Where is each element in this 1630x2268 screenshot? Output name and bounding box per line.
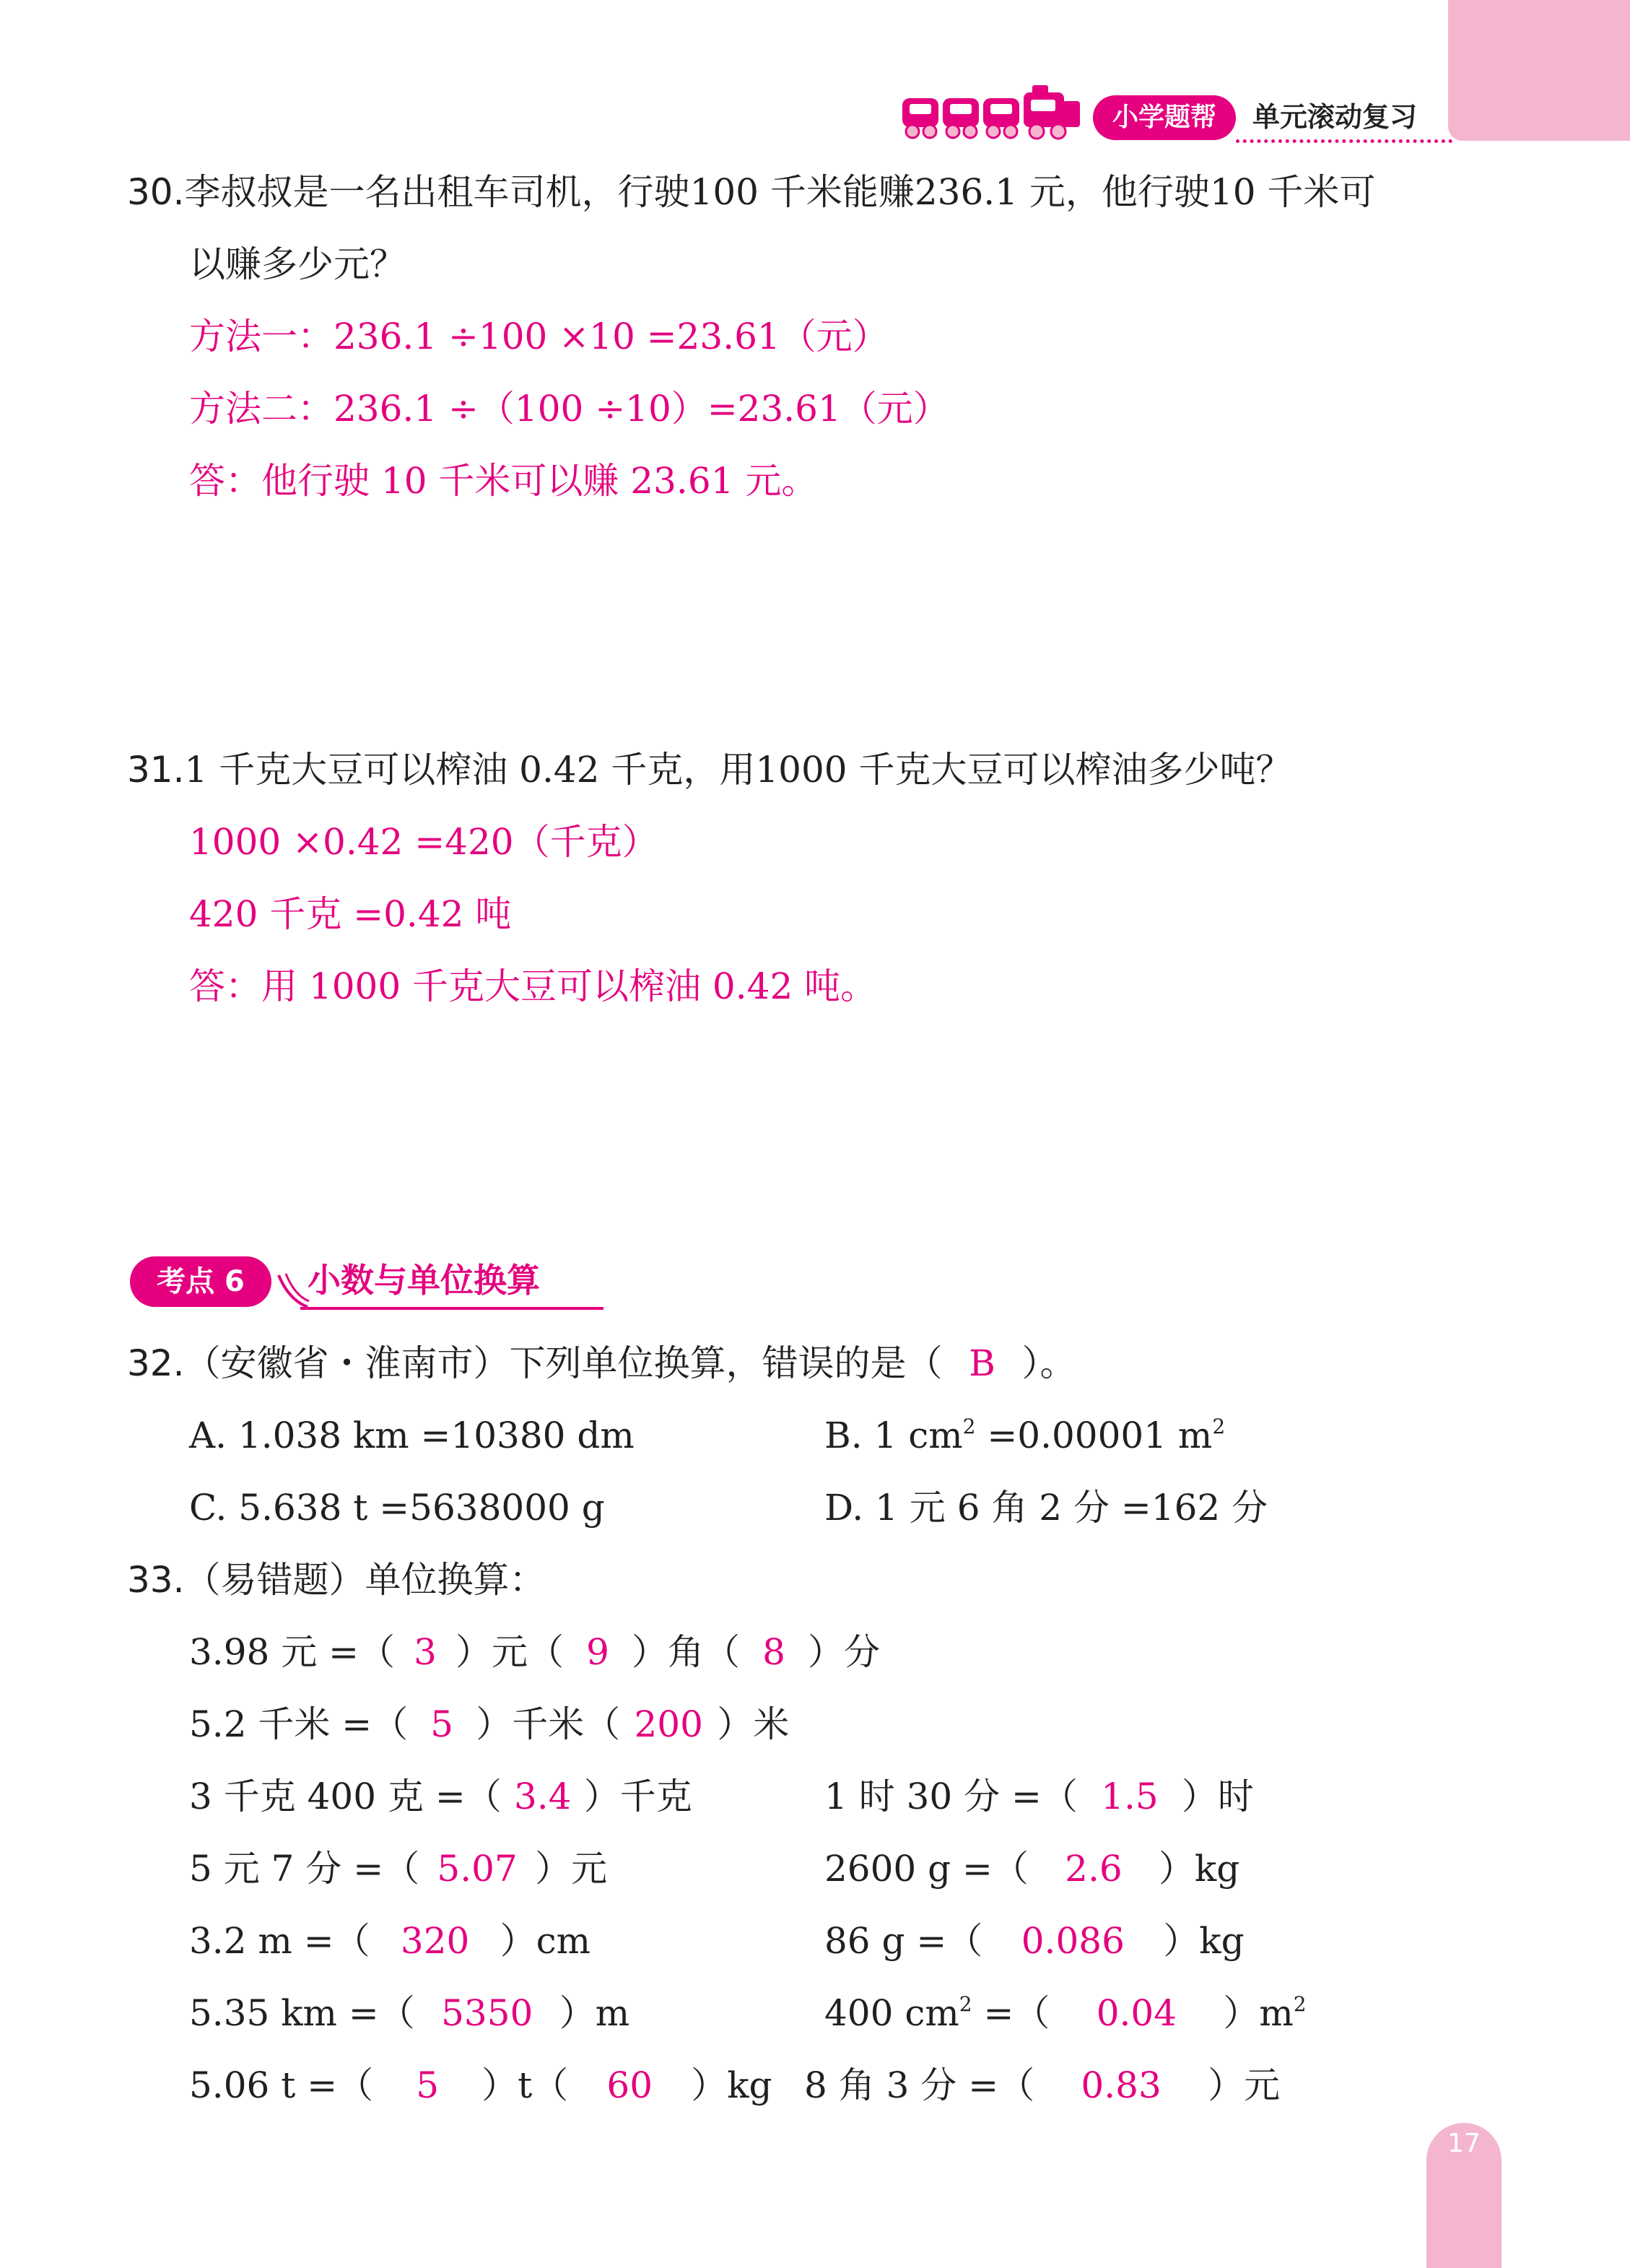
conversion-row-3b [824, 1775, 1254, 1818]
text: ）千米（ [476, 1703, 621, 1745]
superscript: 2 [1293, 1992, 1307, 2016]
answer-blank: 1.5 [1101, 1776, 1159, 1817]
text: ）m [1223, 1992, 1294, 2034]
answer-blank: 8 [762, 1631, 785, 1673]
header-dotted-line [1236, 139, 1452, 143]
question-text: （安徽省・淮南市）下列单位换算，错误的是（ [184, 1342, 943, 1384]
answer-blank: 320 [400, 1920, 470, 1962]
text: ）米 [717, 1703, 790, 1745]
text: 400 cm [824, 1992, 959, 2034]
option-d: D. 1 元 6 角 2 分 =162 分 [824, 1487, 1268, 1529]
header-title: 单元滚动复习 [1252, 101, 1418, 133]
text: ）kg [1163, 1920, 1245, 1962]
page-number: 17 [1447, 2129, 1481, 2158]
answer-blank: 5350 [441, 1992, 533, 2034]
train-icon [901, 85, 1083, 143]
q31-step-1: 1000 ×0.42 =420（千克） [189, 821, 658, 863]
text: ）m [559, 1992, 630, 2034]
text: ）元 [535, 1848, 608, 1890]
text: 5.35 km =（ [189, 1992, 415, 2034]
q30-method-1: 方法一：236.1 ÷100 ×10 =23.61（元） [189, 316, 889, 357]
text: ）角（ [632, 1631, 741, 1673]
section-title: 小数与单位换算 [308, 1261, 540, 1300]
answer-blank: 5 [416, 2064, 440, 2106]
text: =（ [972, 1992, 1050, 2034]
question-30-line2: 以赚多少元？ [189, 243, 406, 285]
q30-method-2: 方法二：236.1 ÷（100 ÷10）=23.61（元） [189, 388, 949, 430]
text: 3.2 m =（ [189, 1920, 370, 1962]
answer-blank: 0.086 [1021, 1920, 1125, 1962]
text: ）时 [1181, 1776, 1254, 1817]
answer-blank: 2.6 [1065, 1848, 1123, 1890]
option-c: C. 5.638 t =5638000 g [189, 1487, 605, 1529]
text: 5.06 t =（ [189, 2064, 374, 2106]
conversion-row-5a [189, 1919, 590, 1963]
q30-answer: 答：他行驶 10 千米可以赚 23.61 元。 [189, 460, 818, 502]
question-text: （易错题）单位换算： [184, 1559, 546, 1601]
conversion-row-3a [189, 1775, 692, 1818]
answer-blank: 60 [606, 2064, 653, 2106]
text: 5.2 千米 =（ [189, 1703, 409, 1745]
answer-blank: B [969, 1342, 995, 1384]
text: ）千克 [583, 1776, 692, 1817]
answer-blank: 5 [430, 1703, 454, 1745]
question-text: 李叔叔是一名出租车司机，行驶100 千米能赚236.1 元，他行驶10 千米可 [184, 171, 1376, 213]
answer-blank: 0.83 [1081, 2064, 1162, 2106]
text: 5 元 7 分 =（ [189, 1848, 420, 1890]
text: 3.98 元 =（ [189, 1631, 396, 1673]
question-30 [127, 170, 1375, 214]
brand-badge: 小学题帮 [1093, 95, 1236, 140]
question-number: 32. [127, 1342, 185, 1384]
question-text: 1 千克大豆可以榨油 0.42 千克，用1000 千克大豆可以榨油多少吨？ [184, 749, 1292, 791]
text: 3 千克 400 克 =（ [189, 1776, 502, 1817]
conversion-row-1 [189, 1630, 880, 1674]
text: ）cm [500, 1920, 591, 1962]
question-32 [127, 1342, 1076, 1385]
answer-blank: 3 [414, 1631, 437, 1673]
superscript: 2 [1212, 1415, 1226, 1438]
section-badge: 考点 6 [130, 1256, 271, 1307]
conversion-row-6b [824, 1991, 1307, 2035]
section-swoosh-icon [276, 1271, 312, 1311]
q31-step-2: 420 千克 =0.42 吨 [189, 893, 512, 935]
question-text-end: ）。 [1021, 1342, 1076, 1384]
question-33 [127, 1558, 546, 1602]
option-a: A. 1.038 km =10380 dm [189, 1415, 635, 1456]
text: 8 角 3 分 =（ [804, 2064, 1035, 2106]
text: ）元（ [456, 1631, 565, 1673]
superscript: 2 [962, 1415, 976, 1438]
question-number: 33. [127, 1559, 185, 1601]
option-b-text-2: =0.00001 m [975, 1415, 1213, 1456]
conversion-row-7b [804, 2064, 1280, 2107]
text: ）kg [1158, 1848, 1240, 1890]
answer-blank: 0.04 [1096, 1992, 1177, 2034]
answer-blank: 9 [586, 1631, 609, 1673]
text: 1 时 30 分 =（ [824, 1776, 1078, 1817]
conversion-row-7a [189, 2064, 772, 2107]
text: 86 g =（ [824, 1920, 983, 1962]
question-31 [127, 748, 1292, 791]
option-b-text: B. 1 cm [824, 1415, 963, 1456]
header-corner-tab [1448, 0, 1630, 141]
answer-blank: 3.4 [513, 1776, 572, 1817]
text: ）kg [691, 2064, 772, 2106]
conversion-row-5b [824, 1919, 1245, 1963]
conversion-row-4a [189, 1847, 607, 1890]
conversion-row-4b [824, 1847, 1239, 1890]
text: ）元 [1208, 2064, 1281, 2106]
option-b [824, 1414, 1225, 1457]
conversion-row-2 [189, 1703, 789, 1746]
answer-blank: 200 [634, 1703, 703, 1745]
question-number: 30. [127, 171, 185, 213]
question-number: 31. [127, 749, 185, 791]
answer-blank: 5.07 [437, 1848, 518, 1890]
superscript: 2 [959, 1992, 972, 2016]
q31-answer: 答：用 1000 千克大豆可以榨油 0.42 吨。 [189, 965, 877, 1007]
conversion-row-6a [189, 1991, 629, 2035]
text: 2600 g =（ [824, 1848, 1029, 1890]
text: ）分 [808, 1631, 881, 1673]
text: ）t（ [481, 2064, 569, 2106]
section-underline [300, 1307, 603, 1310]
